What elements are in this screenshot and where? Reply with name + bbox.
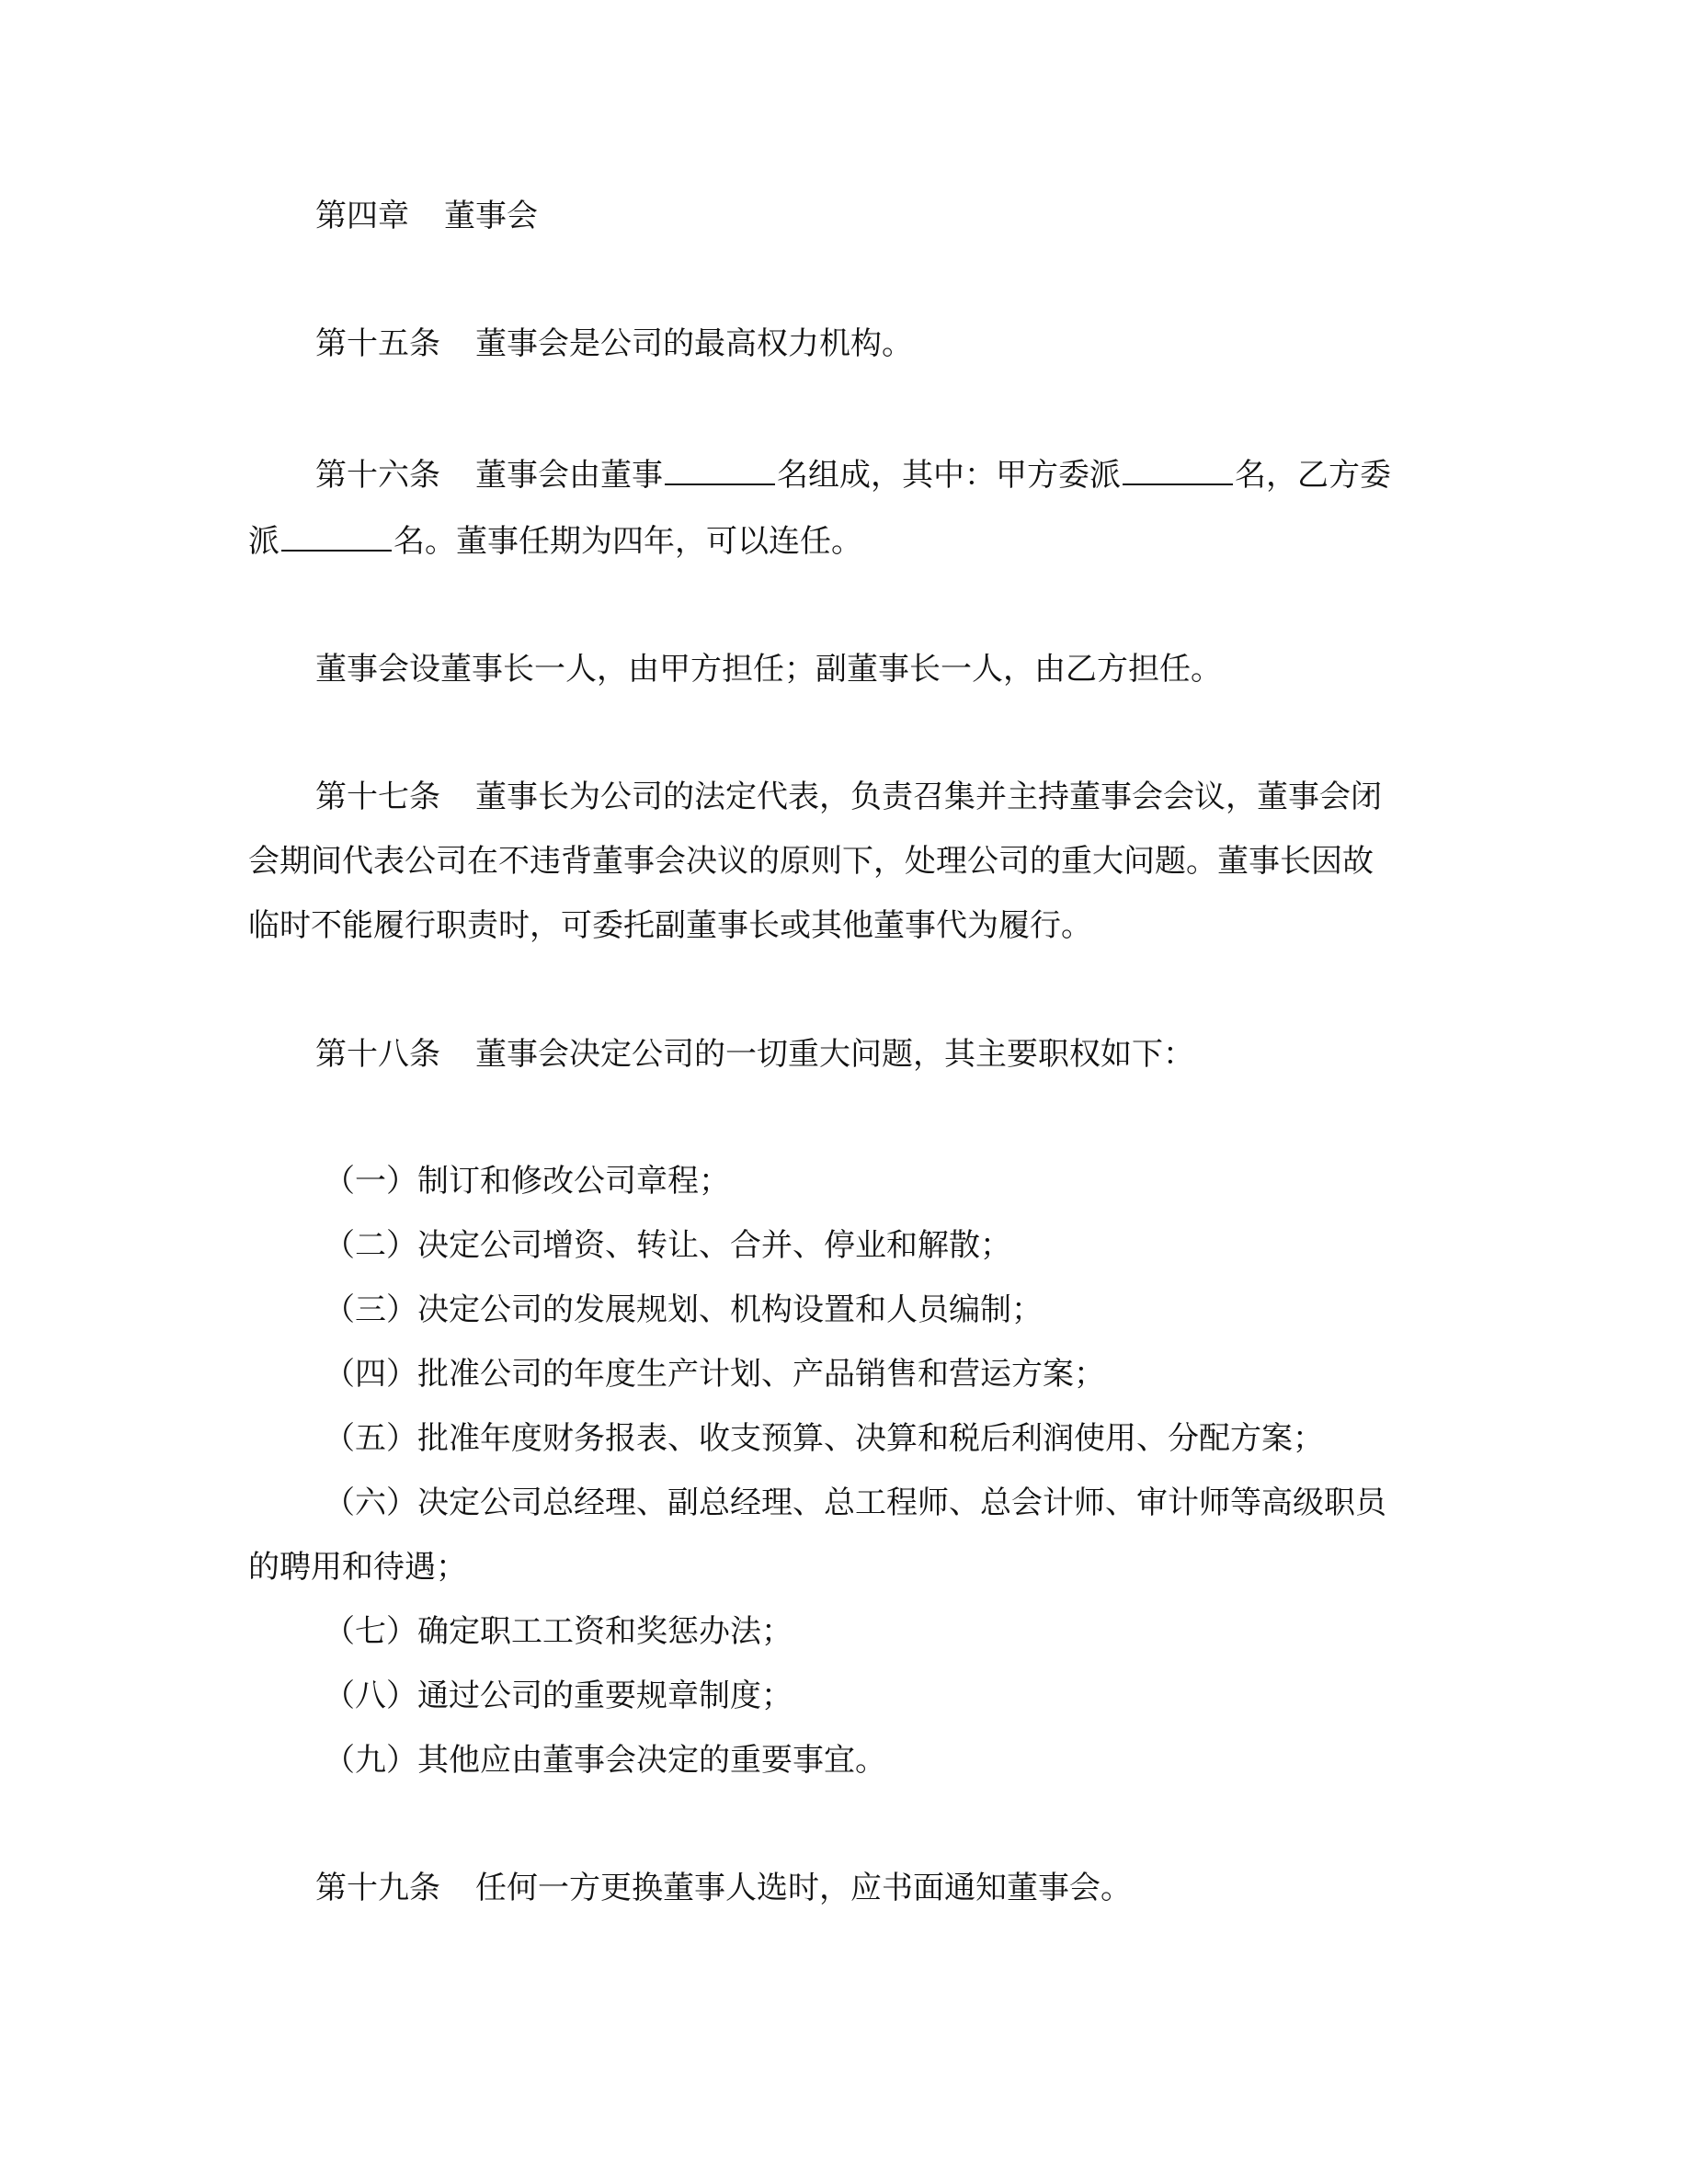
article-text: 派 <box>248 523 279 560</box>
chapter-number: 第四章 <box>315 198 409 234</box>
article-17-line-1 <box>315 776 1382 818</box>
list-item: （二）决定公司增资、转让、合并、停业和解散； <box>324 1227 1011 1264</box>
list-item: （五）批准年度财务报表、收支预算、决算和税后利润使用、分配方案； <box>324 1420 1324 1457</box>
article-label: 第十七条 <box>315 779 440 815</box>
article-text: 名，乙方委 <box>1235 457 1391 494</box>
article-text: 董事会是公司的最高权力机构。 <box>475 325 913 362</box>
list-item: （六）决定公司总经理、副总经理、总工程师、总会计师、审计师等高级职员 <box>324 1484 1386 1521</box>
article-18 <box>315 1033 1194 1075</box>
article-text: 名组成，其中：甲方委派 <box>777 457 1121 494</box>
article-label: 第十六条 <box>315 457 440 494</box>
article-16-line-1 <box>315 452 1391 496</box>
article-text: 任何一方更换董事人选时，应书面通知董事会。 <box>475 1870 1132 1906</box>
list-item: （七）确定职工工资和奖惩办法； <box>324 1613 793 1650</box>
article-19 <box>315 1867 1132 1909</box>
article-15 <box>315 323 913 365</box>
list-item: （八）通过公司的重要规章制度； <box>324 1678 793 1714</box>
list-item-continuation: 的聘用和待遇； <box>248 1549 467 1586</box>
list-item: （四）批准公司的年度生产计划、产品销售和营运方案； <box>324 1356 1105 1393</box>
article-text: 名。董事任期为四年，可以连任。 <box>393 523 862 560</box>
list-item: （一）制订和修改公司章程； <box>324 1163 730 1200</box>
article-text: 董事会决定公司的一切重大问题，其主要职权如下： <box>475 1036 1194 1073</box>
article-16-paragraph-2: 董事会设董事长一人，由甲方担任；副董事长一人，由乙方担任。 <box>315 651 1222 688</box>
article-16-line-2 <box>248 518 862 563</box>
list-item: （三）决定公司的发展规划、机构设置和人员编制； <box>324 1291 1043 1328</box>
article-17-line-2: 会期间代表公司在不违背董事会决议的原则下，处理公司的重大问题。董事长因故 <box>248 843 1374 880</box>
article-label: 第十五条 <box>315 325 440 362</box>
chapter-title: 董事会 <box>444 198 538 234</box>
list-item: （九）其他应由董事会决定的重要事宜。 <box>324 1742 886 1779</box>
blank-field-party-b-directors[interactable] <box>281 518 392 552</box>
article-17-line-3: 临时不能履行职责时，可委托副董事长或其他董事代为履行。 <box>248 907 1092 944</box>
blank-field-total-directors[interactable] <box>665 452 775 485</box>
blank-field-party-a-directors[interactable] <box>1123 452 1233 485</box>
article-text: 董事长为公司的法定代表，负责召集并主持董事会会议，董事会闭 <box>475 779 1382 815</box>
article-label: 第十八条 <box>315 1036 440 1073</box>
article-label: 第十九条 <box>315 1870 440 1906</box>
article-text: 董事会由董事 <box>475 457 663 494</box>
chapter-heading <box>315 195 538 237</box>
